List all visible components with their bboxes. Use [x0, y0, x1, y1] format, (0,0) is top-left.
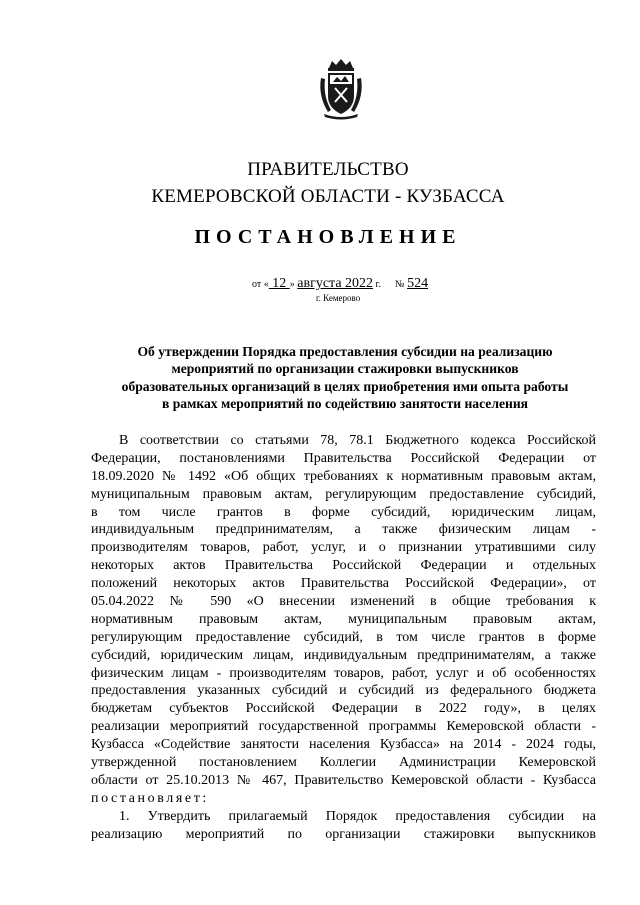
body-line: муниципальным правовым актам, регулирующим предоставление субсидий, — [91, 486, 596, 502]
title-line: в рамках мероприятий по содействию занятости населения — [161, 396, 529, 412]
body-line: индивидуальным предпринимателям, а также физическим лицам - — [91, 522, 596, 538]
date-prefix: от « — [252, 279, 269, 290]
body-line: 1. Утвердить прилагаемый Порядок предоставления субсидии на — [119, 808, 596, 824]
body-line: Кузбасса «Содействие занятости населения Кузбасса» на 2014 - 2024 годы, — [91, 737, 596, 753]
date-month-year: августа 2022 — [297, 276, 374, 291]
document-title — [80, 343, 610, 413]
date-day: 12 — [268, 276, 290, 291]
document-body — [91, 432, 596, 843]
body-line: некоторых актов Правительства Российской Федерации и отдельных — [91, 558, 596, 574]
body-line: производителям товаров, работ, услуг, и о признании утратившими силу — [91, 540, 596, 556]
title-line: мероприятий по организации стажировки выпускников — [171, 361, 519, 377]
body-line: нормативным правовым актам, муниципальным правовым актам, — [91, 611, 596, 627]
body-line: бюджетам субъектов Российской Федерации в 2022 году», в целях — [91, 701, 596, 717]
body-line: В соответствии со статьями 78, 78.1 Бюджетного кодекса Российской — [119, 433, 596, 448]
document-number: 524 — [407, 276, 429, 291]
body-line: области от 25.10.2013 № 467, Правительство Кемеровской области - Кузбасса — [91, 772, 596, 788]
government-title: ПРАВИТЕЛЬСТВО — [247, 159, 409, 180]
body-line-decree-word: постановляет: — [91, 790, 209, 806]
document-type-heading: ПОСТАНОВЛЕНИЕ — [194, 226, 462, 248]
title-line: образовательных организаций в целях приобретения ими опыта работы — [121, 378, 569, 394]
body-line: предоставления указанных субсидий и субсидий из федерального бюджета — [91, 683, 596, 699]
body-line: утвержденной постановлением Коллегии Администрации Кемеровской — [91, 755, 596, 771]
number-prefix: № — [395, 279, 408, 290]
region-title: КЕМЕРОВСКОЙ ОБЛАСТИ - КУЗБАССА — [151, 186, 505, 207]
body-line: субсидий, юридическим лицам, индивидуальным предпринимателям, а также — [91, 647, 596, 663]
body-line: в том числе грантов в форме субсидий, юридическим лицам, — [91, 504, 596, 520]
date-number-line — [252, 276, 428, 292]
body-line: 05.04.2022 № 590 «О внесении изменений в общие требования к — [91, 594, 596, 610]
body-line: реализации мероприятий государственной программы Кемеровской области - — [91, 719, 596, 735]
title-line: Об утверждении Порядка предоставления субсидии на реализацию — [137, 344, 553, 359]
body-line: регулирующим предоставление субсидий, в том числе грантов в форме — [91, 629, 596, 645]
body-line: реализацию мероприятий по организации стажировки выпускников — [91, 826, 596, 842]
body-line: 18.09.2020 № 1492 «Об общих требованиях к нормативным правовым актам, — [91, 468, 596, 484]
date-mid: » — [289, 279, 298, 290]
city-name: г. Кемерово — [316, 293, 361, 303]
date-suffix: г. — [373, 279, 382, 290]
body-line: Федерации, постановлениями Правительства Российской Федерации от — [91, 450, 596, 466]
body-line: положений некоторых актов Правительства Российской Федерации», от — [91, 576, 596, 592]
body-line: физическим лицам - производителям товаров, работ, услуг и об особенностях — [91, 665, 596, 681]
coat-of-arms-icon — [316, 58, 366, 120]
